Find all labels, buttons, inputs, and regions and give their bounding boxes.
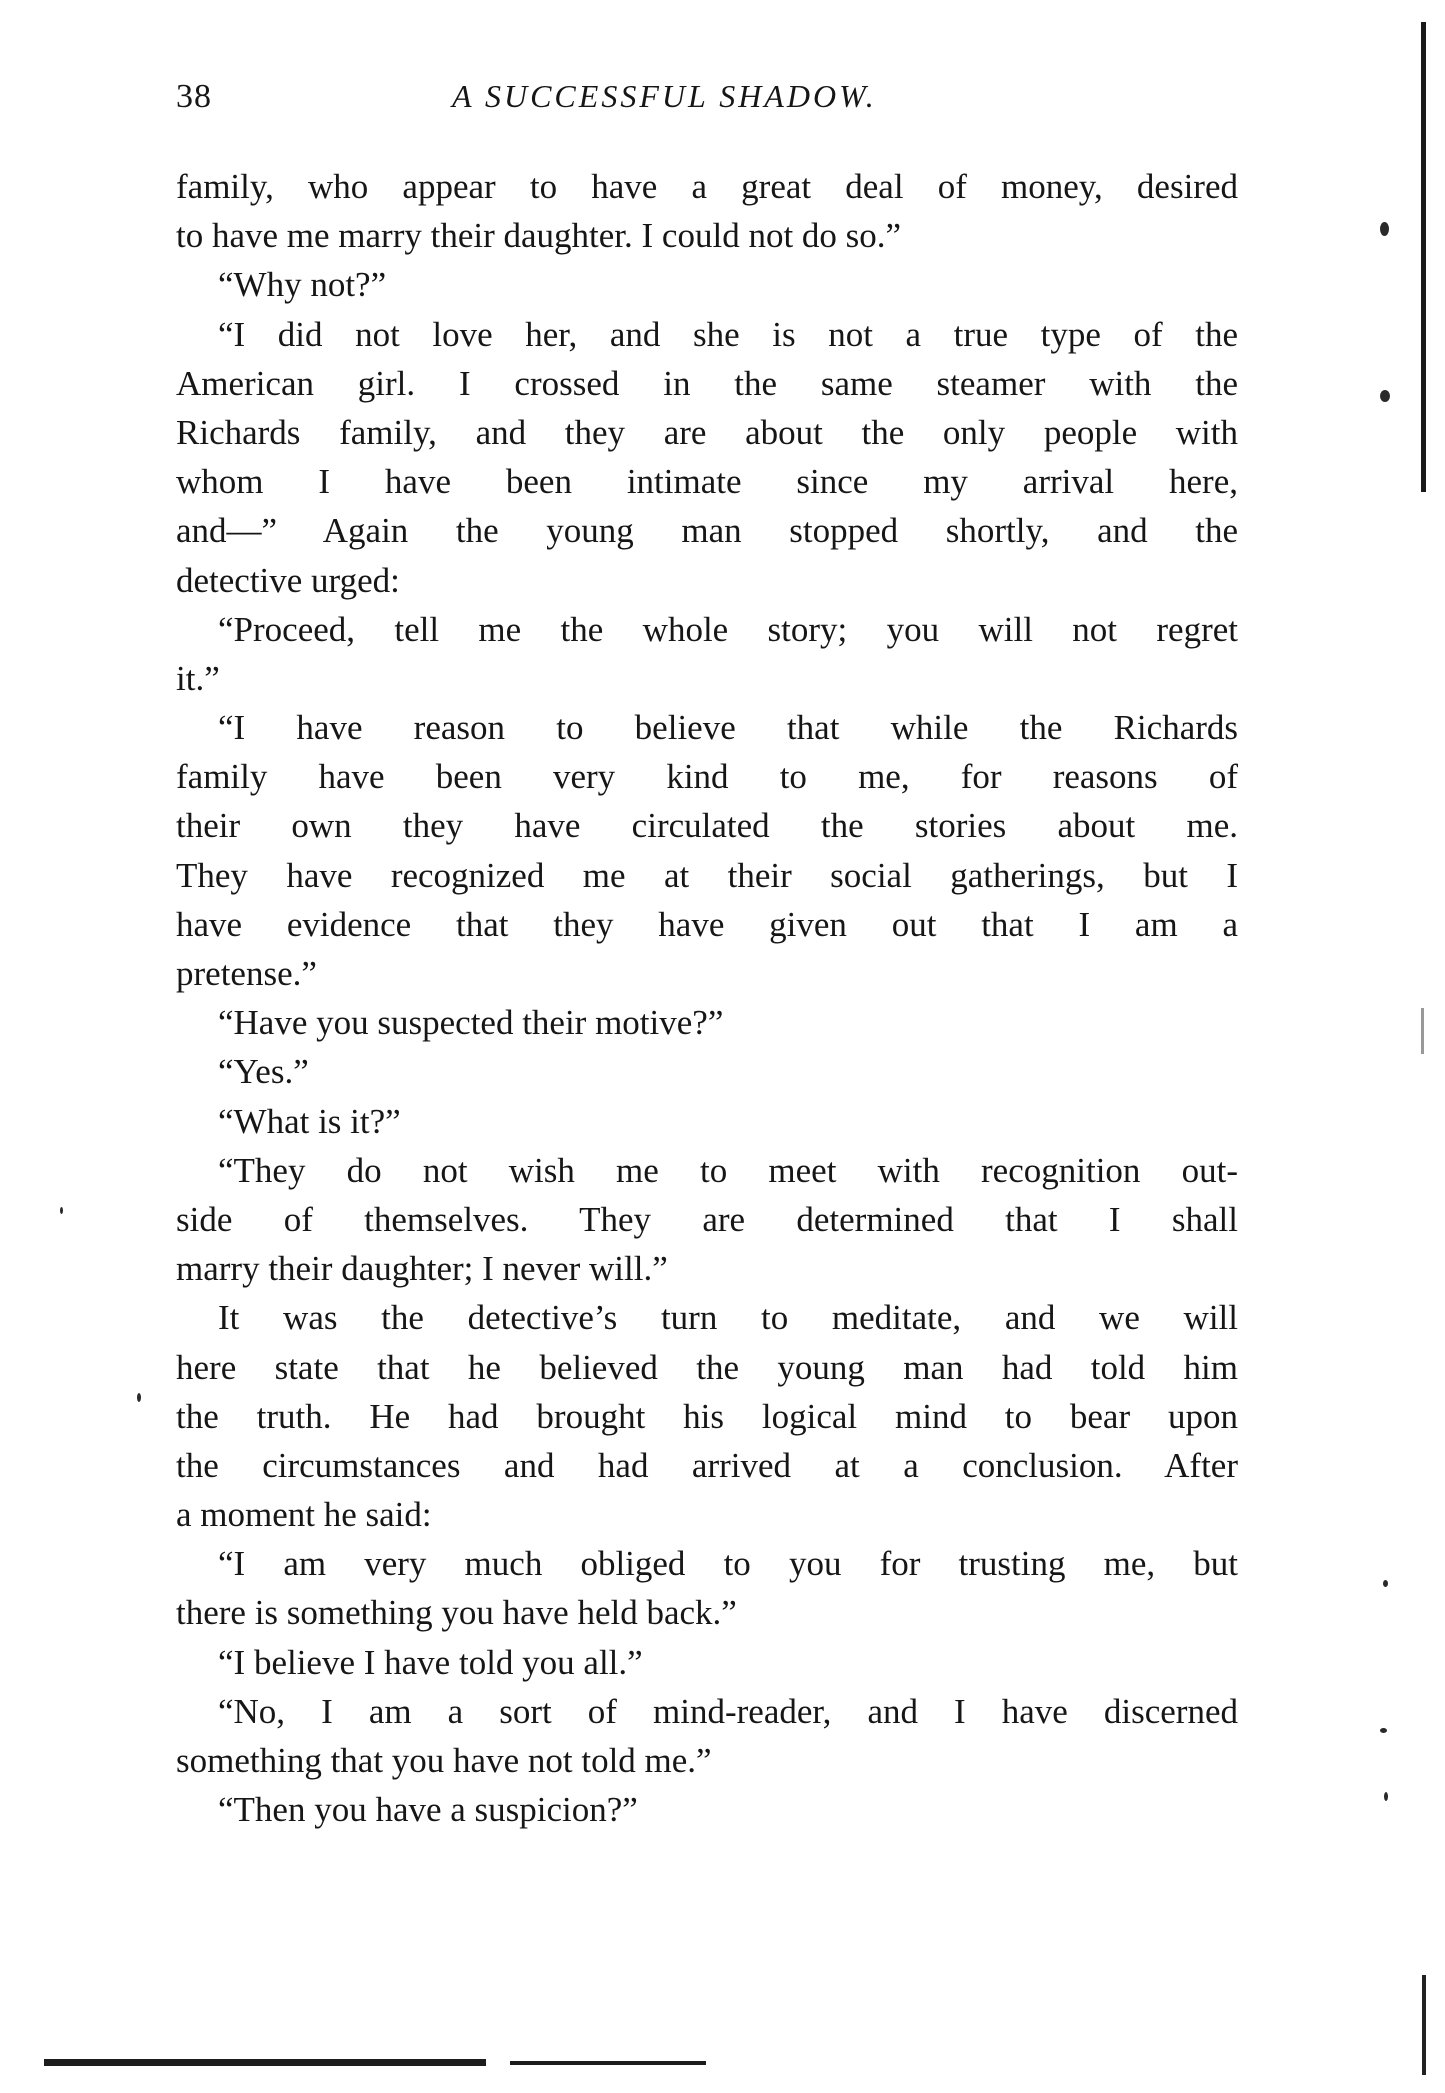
text-line: They have recognized me at their social gatherings, but I <box>176 855 1238 895</box>
scan-speck <box>1380 390 1390 402</box>
text-line: marry their daughter; I never will.” <box>176 1249 668 1289</box>
text-line: “No, I am a sort of mind-reader, and I have discerned <box>218 1691 1238 1731</box>
scan-speck <box>60 1207 63 1214</box>
text-line: family, who appear to have a great deal of money, desired <box>176 167 1238 206</box>
page-edge-rule <box>1421 22 1426 492</box>
text-line: “Proceed, tell me the whole story; you will not regret <box>218 609 1238 649</box>
text-line: It was the detective’s turn to meditate, and we will <box>218 1298 1238 1338</box>
text-line: Richards family, and they are about the only people with <box>176 412 1238 452</box>
text-line: “I did not love her, and she is not a true type of the <box>218 314 1238 354</box>
text-line: and—” Again the young man stopped shortly, and the <box>176 511 1238 551</box>
scan-speck <box>1384 1792 1388 1801</box>
text-line: to have me marry their daughter. I could not do so.” <box>176 216 902 256</box>
text-line: something that you have not told me.” <box>176 1741 712 1780</box>
text-line: pretense.” <box>176 954 317 993</box>
text-line: have evidence that they have given out that I am a <box>176 904 1238 944</box>
text-line: detective urged: <box>176 560 400 600</box>
body-text <box>176 162 1238 1834</box>
text-line: “I have reason to believe that while the Richards <box>218 708 1238 748</box>
text-line: their own they have circulated the stories about me. <box>176 806 1238 846</box>
scan-speck <box>137 1393 141 1402</box>
text-line: “Then you have a suspicion?” <box>218 1790 638 1830</box>
text-line: “I am very much obliged to you for trusting me, but <box>218 1544 1238 1584</box>
bottom-scan-rule <box>44 2059 486 2066</box>
text-line: “Yes.” <box>218 1052 309 1092</box>
text-line: here state that he believed the young man had told him <box>176 1347 1238 1387</box>
running-head <box>176 78 1236 122</box>
running-title: A SUCCESSFUL SHADOW. <box>452 78 877 114</box>
page-number: 38 <box>176 78 212 115</box>
text-line: side of themselves. They are determined that I shall <box>176 1199 1238 1239</box>
text-line: it.” <box>176 658 220 698</box>
text-line: “What is it?” <box>218 1101 401 1141</box>
scan-speck <box>1383 1580 1388 1587</box>
text-line: a moment he said: <box>176 1495 432 1535</box>
text-line: “Why not?” <box>218 265 387 305</box>
text-line: “They do not wish me to meet with recognition out- <box>218 1150 1238 1190</box>
bottom-scan-rule-short <box>510 2061 706 2065</box>
page-edge-rule-lower <box>1422 1975 1426 2075</box>
text-line: American girl. I crossed in the same steamer with the <box>176 363 1238 403</box>
text-line: family have been very kind to me, for reasons of <box>176 757 1238 797</box>
scan-speck <box>1380 1728 1387 1733</box>
text-line: “I believe I have told you all.” <box>218 1642 643 1682</box>
text-line: the truth. He had brought his logical mind to bear upon <box>176 1396 1238 1436</box>
scan-speck <box>1421 1008 1424 1054</box>
text-line: whom I have been intimate since my arrival here, <box>176 462 1238 502</box>
text-line: the circumstances and had arrived at a conclusion. After <box>176 1445 1238 1485</box>
scan-speck <box>1380 222 1389 236</box>
text-line: “Have you suspected their motive?” <box>218 1003 724 1043</box>
text-line: there is something you have held back.” <box>176 1593 737 1633</box>
